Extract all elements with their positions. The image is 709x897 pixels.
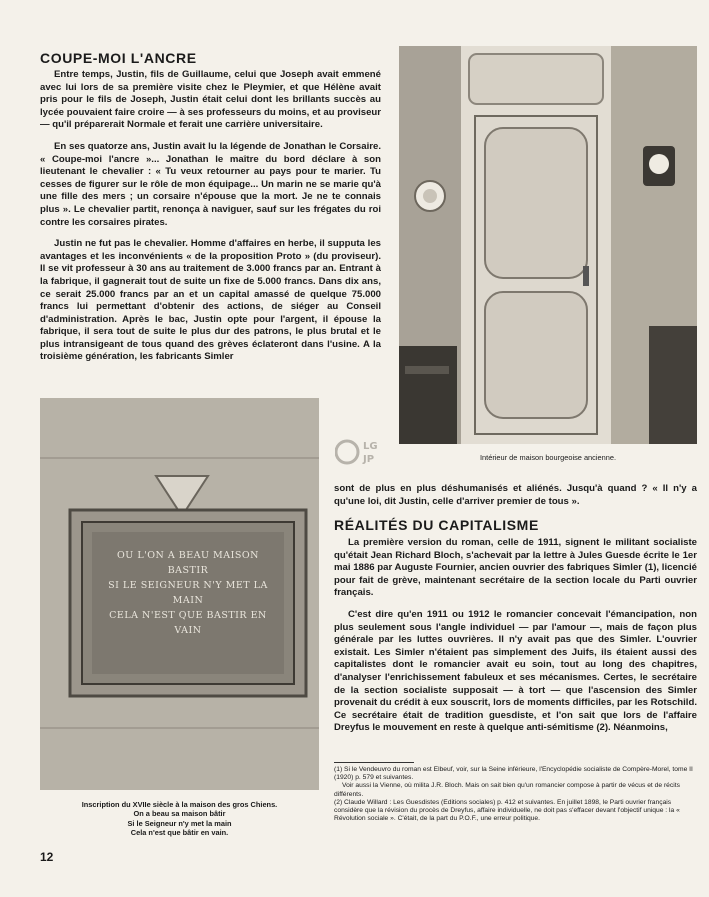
footnote: (1) Si le Vendeuvro du roman est Elbeuf, voir, sur la Seine inférieure, l'Encyclopédie socialiste de Compère-Morel, tome II (1920) p. 579 et suivantes. <box>334 766 693 782</box>
watermark-logo-icon <box>335 432 381 472</box>
plaque-line: OU L'ON A BEAU MAISON BASTIR <box>117 550 259 576</box>
paragraph: C'est dire qu'en 1911 ou 1912 le romancier concevait l'émancipation, non plus seulement sous l'angle individuel — par l'amour —, mais de façon plus générale par les luttes ouvrières. Il n'y avait pas que des Simler. L'ouvrier existait. Les Simler n'étaient pas simplement des Juifs, ils étaient aussi des capitalistes dont le romancier avait eu soin, tout au long des chapitres, d'analyser l'enrichissement fabuleux et ses mécanismes. Certes, le secrétaire de la section socialiste supposait — à tort — que l'ascension des Simler provenait du crédit à eux souscrit, lors de moments difficiles, par les Rotschild. Ce secrétaire était de tradition guesdiste, et l'on sait que lors de l'affaire Dreyfus le mouvement en reste à quelque anti-sémitisme (2). Néanmoins, <box>334 608 697 734</box>
footnote-divider <box>334 762 414 763</box>
footnotes <box>334 766 697 823</box>
paragraph: Entre temps, Justin, fils de Guillaume, celui que Joseph avait emmené avec lui lors de sa première visite chez le Pleymier, et que Hélène avait pris pour le fils de Joseph, Justin était celui dont les brillants succès au lycée pouvaient faire croire — à ses professeurs du moins, et au proviseur — qu'il préparerait Normale et ferait une carrière universitaire. <box>40 69 381 131</box>
section-title-coupe-moi: COUPE-MOI L'ANCRE <box>40 50 197 66</box>
footnote: (2) Claude Willard : Les Guesdistes (Editions sociales) p. 412 et suivantes. En juillet 1898, le Parti ouvrier français considère que la révision du procès de Dreyfus, affaire individuelle, ne doit pas s'effacer devant l'objectif unique : la « Révolution sociale ». C'était, de la part du P.O.F., une erreur politique. <box>334 798 680 823</box>
caption-line: Cela n'est que bâtir en vain. <box>130 828 229 838</box>
plaque-line: SI LE SEIGNEUR N'Y MET LA MAIN <box>108 580 268 606</box>
door-photo-caption: Intérieur de maison bourgeoise ancienne. <box>480 453 616 462</box>
section2-text <box>334 537 697 744</box>
paragraph: La première version du roman, celle de 1911, signent le militant socialiste qu'était Jean Richard Bloch, s'achevait par la lettre à Jules Guesde écrite le 1er mai 1886 par Auguste Fournier, ancien ouvrier des fabriques Simler (1), licencié pour fait de grève, maintenant secrétaire de la section locale du Parti ouvrier français. <box>334 537 697 599</box>
paragraph: Justin ne fut pas le chevalier. Homme d'affaires en herbe, il supputa les avantages et les inconvénients « de la proposition Proto » (du proviseur). Il se vit professeur à 30 ans au traitement de 3.000 francs par an. Entrant à la fabrique, il gagnerait tout de suite un fixe de 5.000 francs. Dans dix ans, ce serait 25.000 francs par an et un capital amassé de quelque 75.000 francs lui permettant d'obtenir des actions, de siéger au Conseil d'administration. Après le bac, Justin opte pour l'argent, il épouse la fabrique, il sera tout de suite le plus dur des patrons, le plus brutal et le plus intransigeant de tous quand des grèves éclateront dans l'usine. A la troisième génération, les fabricants Simler <box>40 238 381 363</box>
plaque-photo <box>40 398 319 790</box>
page-number: 12 <box>40 850 54 864</box>
section1-text <box>40 69 381 373</box>
lgjp-watermark <box>335 432 381 472</box>
plaque-photo-caption <box>40 800 319 838</box>
section-title-realites: RÉALITÉS DU CAPITALISME <box>334 517 539 533</box>
interior-door-photo <box>399 46 697 444</box>
plaque-inscription <box>96 548 280 638</box>
paragraph: En ses quatorze ans, Justin avait lu la légende de Jonathan le Corsaire. « Coupe-moi l'ancre »... Jonathan le maître du bord déclare à son lieutenant le chevalier : « Tu veux retourner au pays pour te marier. Tu cesses de figurer sur le rôle de mon équipage... Un marin ne se marie qu'à une fille des mers ; un corsaire n'épouse que la mort. Je ne te connais plus ». Le chevalier partit, renonça à naviguer, sauf sur les frégates du roi contre les corsaires pirates. <box>40 140 381 228</box>
plaque-line: CELA N'EST QUE BASTIR EN VAIN <box>109 610 267 636</box>
caption-line: Si le Seigneur n'y met la main <box>127 818 232 828</box>
continuation-text <box>334 483 697 517</box>
caption-line: Inscription du XVIIe siècle à la maison des gros Chiens. <box>81 800 278 809</box>
svg-text:LG: LG <box>363 441 378 452</box>
paragraph: sont de plus en plus déshumanisés et aliénés. Jusqu'à quand ? « Il n'y a qu'une loi, dit Justin, celle d'arriver premier de tous ». <box>334 483 697 507</box>
footnote: Voir aussi la Vienne, où milita J.R. Bloch. Mais on sait bien qu'un romancier compose à partir de vécus et de récits différents. <box>334 782 680 798</box>
svg-text:JP: JP <box>363 454 375 465</box>
caption-line: On a beau sa maison bâtir <box>133 809 226 819</box>
door-illustration <box>399 46 697 444</box>
